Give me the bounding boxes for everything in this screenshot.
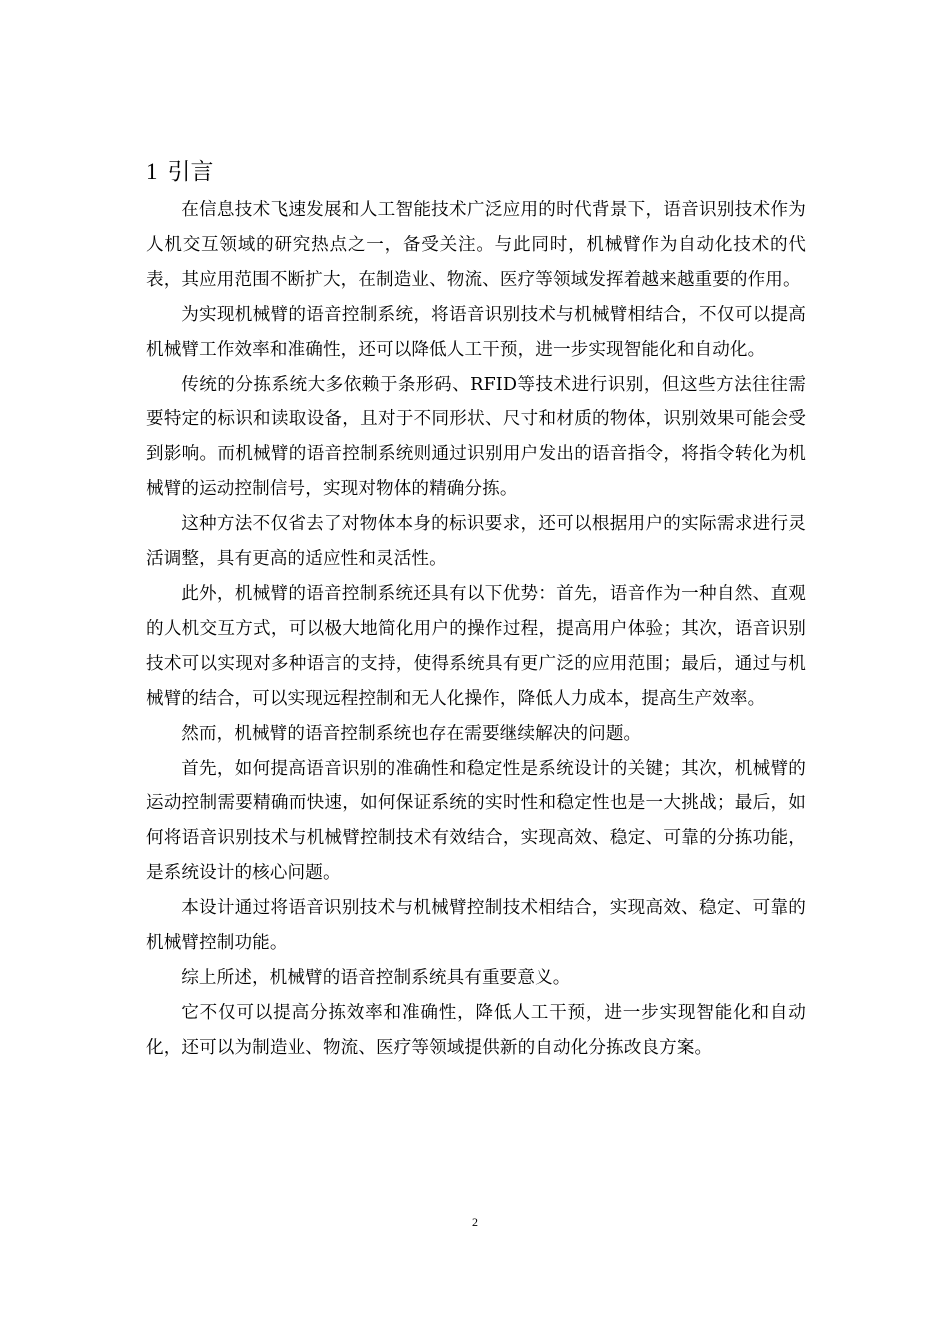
paragraph: 在信息技术飞速发展和人工智能技术广泛应用的时代背景下，语音识别技术作为人机交互领域的研究热点之一，备受关注。与此同时，机械臂作为自动化技术的代表，其应用范围不断扩大，在制造业、物流、医疗等领域发挥着越来越重要的作用。 <box>146 200 806 290</box>
paragraph: 本设计通过将语音识别技术与机械臂控制技术相结合，实现高效、稳定、可靠的机械臂控制功能。 <box>146 898 806 954</box>
page-number: 2 <box>472 1215 478 1229</box>
paragraph: 传统的分拣系统大多依赖于条形码、RFID等技术进行识别，但这些方法往往需要特定的标识和读取设备，且对于不同形状、尺寸和材质的物体，识别效果可能会受到影响。而机械臂的语音控制系统则通过识别用户发出的语音指令，将指令转化为机械臂的运动控制信号，实现对物体的精确分拣。 <box>146 374 806 500</box>
section-title: 引言 <box>167 159 214 185</box>
section-heading <box>146 152 214 192</box>
section-number: 1 <box>146 159 158 184</box>
paragraph: 综上所述，机械臂的语音控制系统具有重要意义。 <box>181 967 571 988</box>
body-text <box>146 193 806 1066</box>
paragraph: 为实现机械臂的语音控制系统，将语音识别技术与机械臂相结合，不仅可以提高机械臂工作效率和准确性，还可以降低人工干预，进一步实现智能化和自动化。 <box>146 304 806 360</box>
paragraph: 然而，机械臂的语音控制系统也存在需要继续解决的问题。 <box>181 723 642 744</box>
paragraph: 它不仅可以提高分拣效率和准确性，降低人工干预，进一步实现智能化和自动化，还可以为制造业、物流、医疗等领域提供新的自动化分拣改良方案。 <box>146 1002 806 1058</box>
paragraph: 首先，如何提高语音识别的准确性和稳定性是系统设计的关键；其次，机械臂的运动控制需要精确而快速，如何保证系统的实时性和稳定性也是一大挑战；最后，如何将语音识别技术与机械臂控制技术有效结合，实现高效、稳定、可靠的分拣功能，是系统设计的核心问题。 <box>146 758 806 884</box>
paragraph: 这种方法不仅省去了对物体本身的标识要求，还可以根据用户的实际需求进行灵活调整，具有更高的适应性和灵活性。 <box>146 514 806 570</box>
paragraph: 此外，机械臂的语音控制系统还具有以下优势：首先，语音作为一种自然、直观的人机交互方式，可以极大地简化用户的操作过程，提高用户体验；其次，语音识别技术可以实现对多种语言的支持，使得系统具有更广泛的应用范围；最后，通过与机械臂的结合，可以实现远程控制和无人化操作，降低人力成本，提高生产效率。 <box>146 583 806 709</box>
